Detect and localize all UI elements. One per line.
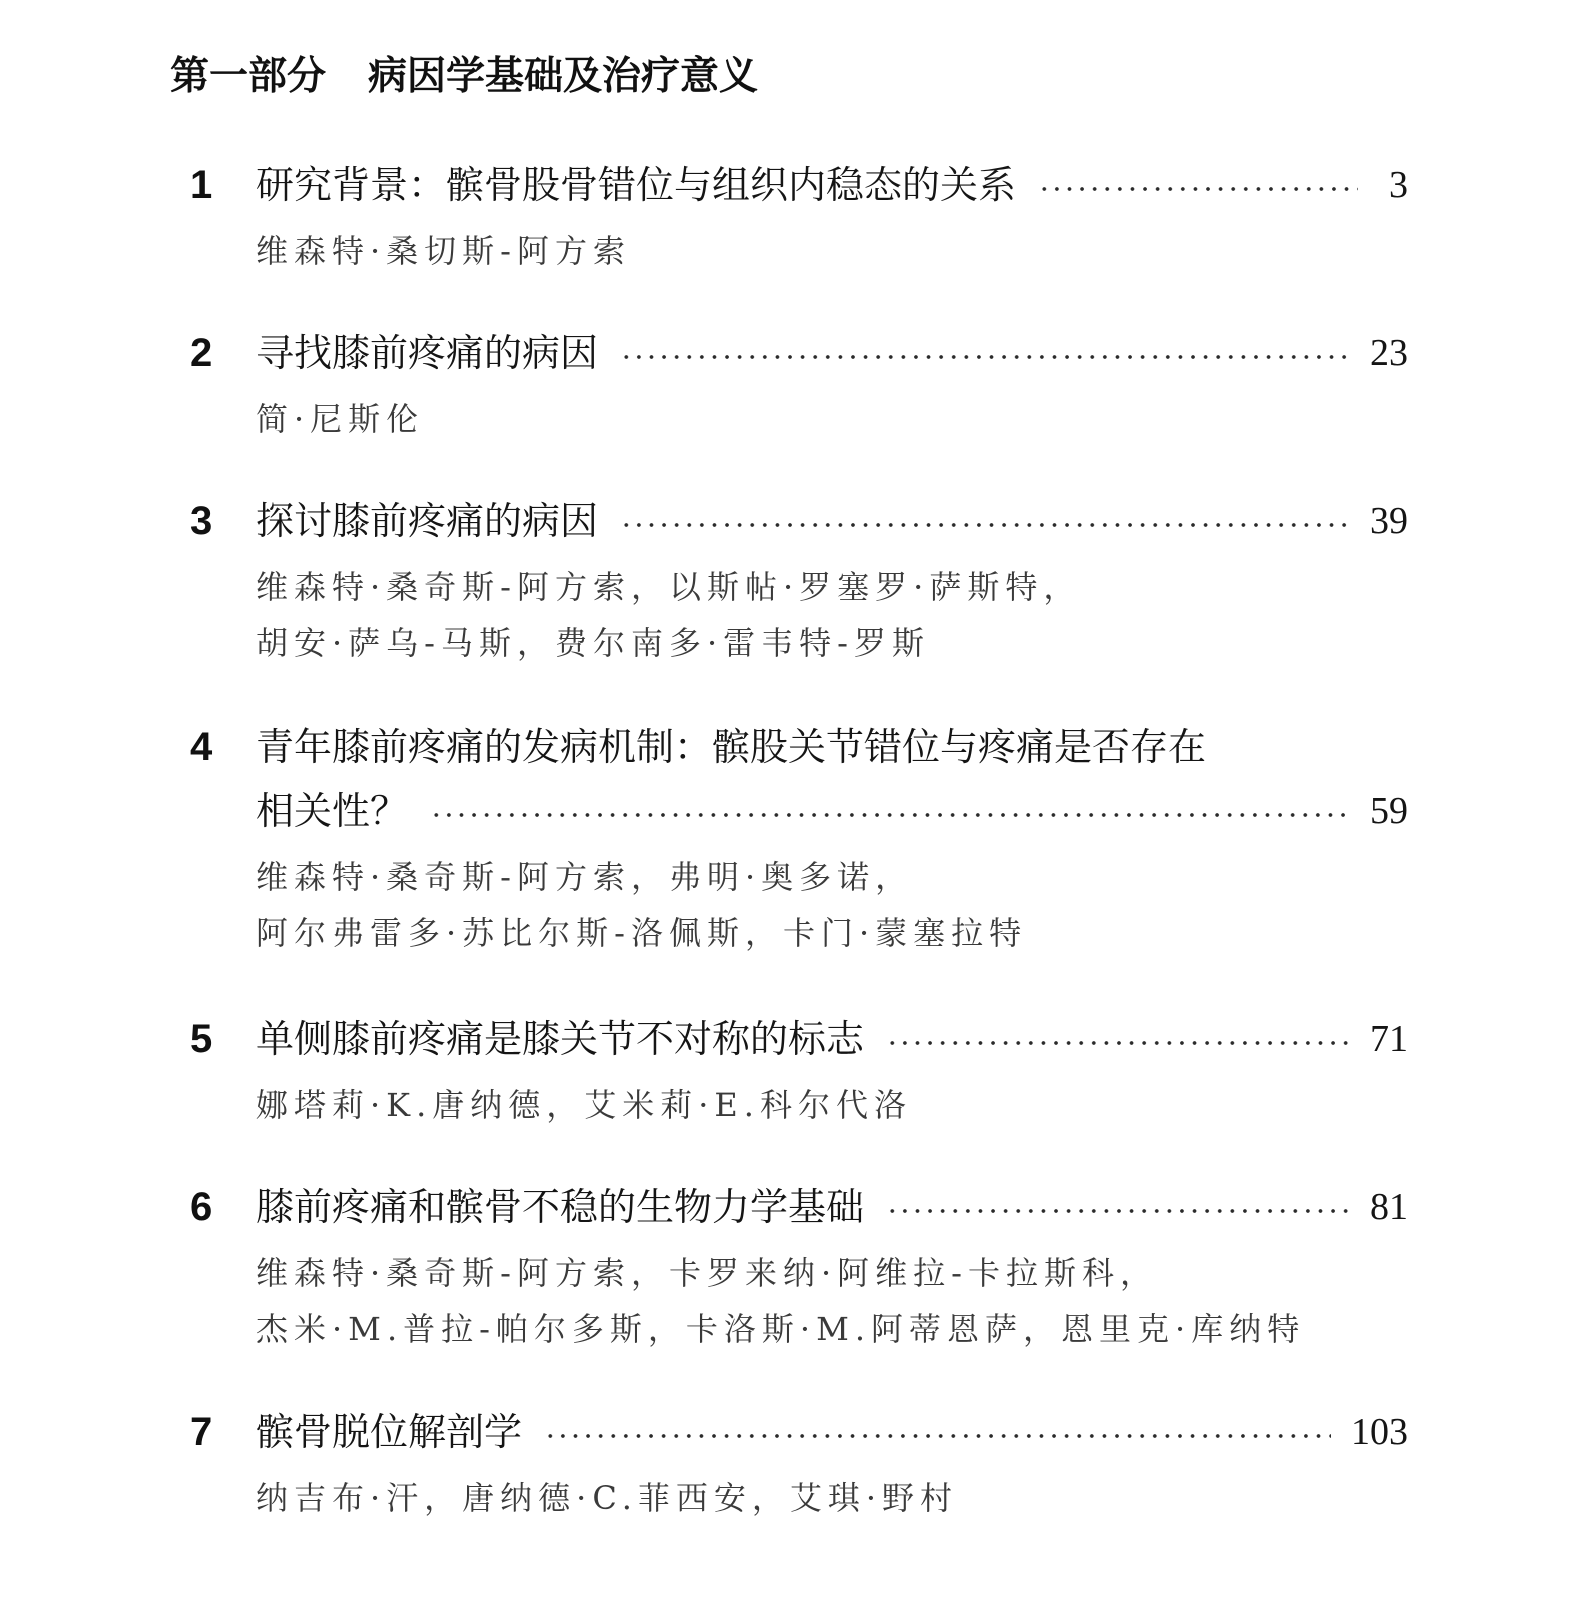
chapter-authors [256, 849, 1456, 961]
page-number: 103 [1351, 1411, 1408, 1453]
author-line: 简·尼斯伦 [256, 400, 425, 438]
chapter-title-line [256, 1011, 1408, 1067]
chapter-title-line [256, 783, 1408, 839]
part-title: 病因学基础及治疗意义 [368, 53, 759, 99]
author-line: 杰米·M.普拉-帕尔多斯，卡洛斯·M.阿蒂恩萨，恩里克·库纳特 [256, 1310, 1306, 1348]
dot-leader [1038, 186, 1358, 192]
author-line: 娜塔莉·K.唐纳德，艾米莉·E.科尔代洛 [256, 1086, 912, 1124]
dot-leader [886, 1208, 1350, 1214]
page-number: 23 [1370, 332, 1408, 374]
page-number: 81 [1370, 1186, 1408, 1228]
chapter-title-continued: 相关性？ [256, 789, 409, 833]
author-line: 阿尔弗雷多·苏比尔斯-洛佩斯，卡门·蒙塞拉特 [256, 914, 1028, 952]
chapter-title: 研究背景：髌骨股骨错位与组织内稳态的关系 [256, 163, 1017, 207]
chapter-title: 青年膝前疼痛的发病机制：髌股关节错位与疼痛是否存在 [256, 725, 1207, 769]
chapter-number: 4 [190, 725, 213, 769]
dot-leader [620, 522, 1350, 528]
chapter-authors [256, 223, 1456, 279]
page-number: 3 [1389, 164, 1408, 206]
chapter-number: 7 [190, 1410, 213, 1454]
author-line: 胡安·萨乌-马斯，费尔南多·雷韦特-罗斯 [256, 624, 930, 662]
chapter-title-line [256, 1404, 1408, 1460]
chapter-number: 1 [190, 163, 213, 207]
chapter-authors [256, 559, 1456, 671]
author-line: 维森特·桑奇斯-阿方索，弗明·奥多诺， [256, 858, 914, 896]
chapter-title: 单侧膝前疼痛是膝关节不对称的标志 [256, 1017, 865, 1061]
author-line: 维森特·桑奇斯-阿方索，卡罗来纳·阿维拉-卡拉斯科， [256, 1254, 1158, 1292]
chapter-title-line [256, 1179, 1408, 1235]
chapter-number: 2 [190, 331, 213, 375]
dot-leader [620, 354, 1350, 360]
chapter-authors [256, 1245, 1456, 1357]
chapter-title: 寻找膝前疼痛的病因 [256, 331, 599, 375]
chapter-authors [256, 1077, 1456, 1133]
chapter-title: 髌骨脱位解剖学 [256, 1410, 523, 1454]
chapter-authors [256, 391, 1456, 447]
chapter-number: 6 [190, 1185, 213, 1229]
chapter-number: 5 [190, 1017, 213, 1061]
dot-leader [886, 1040, 1350, 1046]
chapter-title: 探讨膝前疼痛的病因 [256, 499, 599, 543]
dot-leader [544, 1433, 1331, 1439]
page-number: 39 [1370, 500, 1408, 542]
chapter-title-line [256, 157, 1408, 213]
chapter-title-line [256, 325, 1408, 381]
chapter-title-line [256, 493, 1408, 549]
author-line: 维森特·桑切斯-阿方索 [256, 232, 631, 270]
author-line: 维森特·桑奇斯-阿方索，以斯帖·罗塞罗·萨斯特， [256, 568, 1082, 606]
page-number: 59 [1370, 790, 1408, 832]
dot-leader [430, 812, 1350, 818]
chapter-number: 3 [190, 499, 213, 543]
part-label: 第一部分 [170, 53, 327, 99]
page-number: 71 [1370, 1018, 1408, 1060]
author-line: 纳吉布·汗，唐纳德·C.菲西安，艾琪·野村 [256, 1479, 959, 1517]
chapter-title-line [256, 719, 1408, 775]
part-heading [170, 48, 758, 104]
chapter-title: 膝前疼痛和髌骨不稳的生物力学基础 [256, 1185, 865, 1229]
chapter-authors [256, 1470, 1456, 1526]
